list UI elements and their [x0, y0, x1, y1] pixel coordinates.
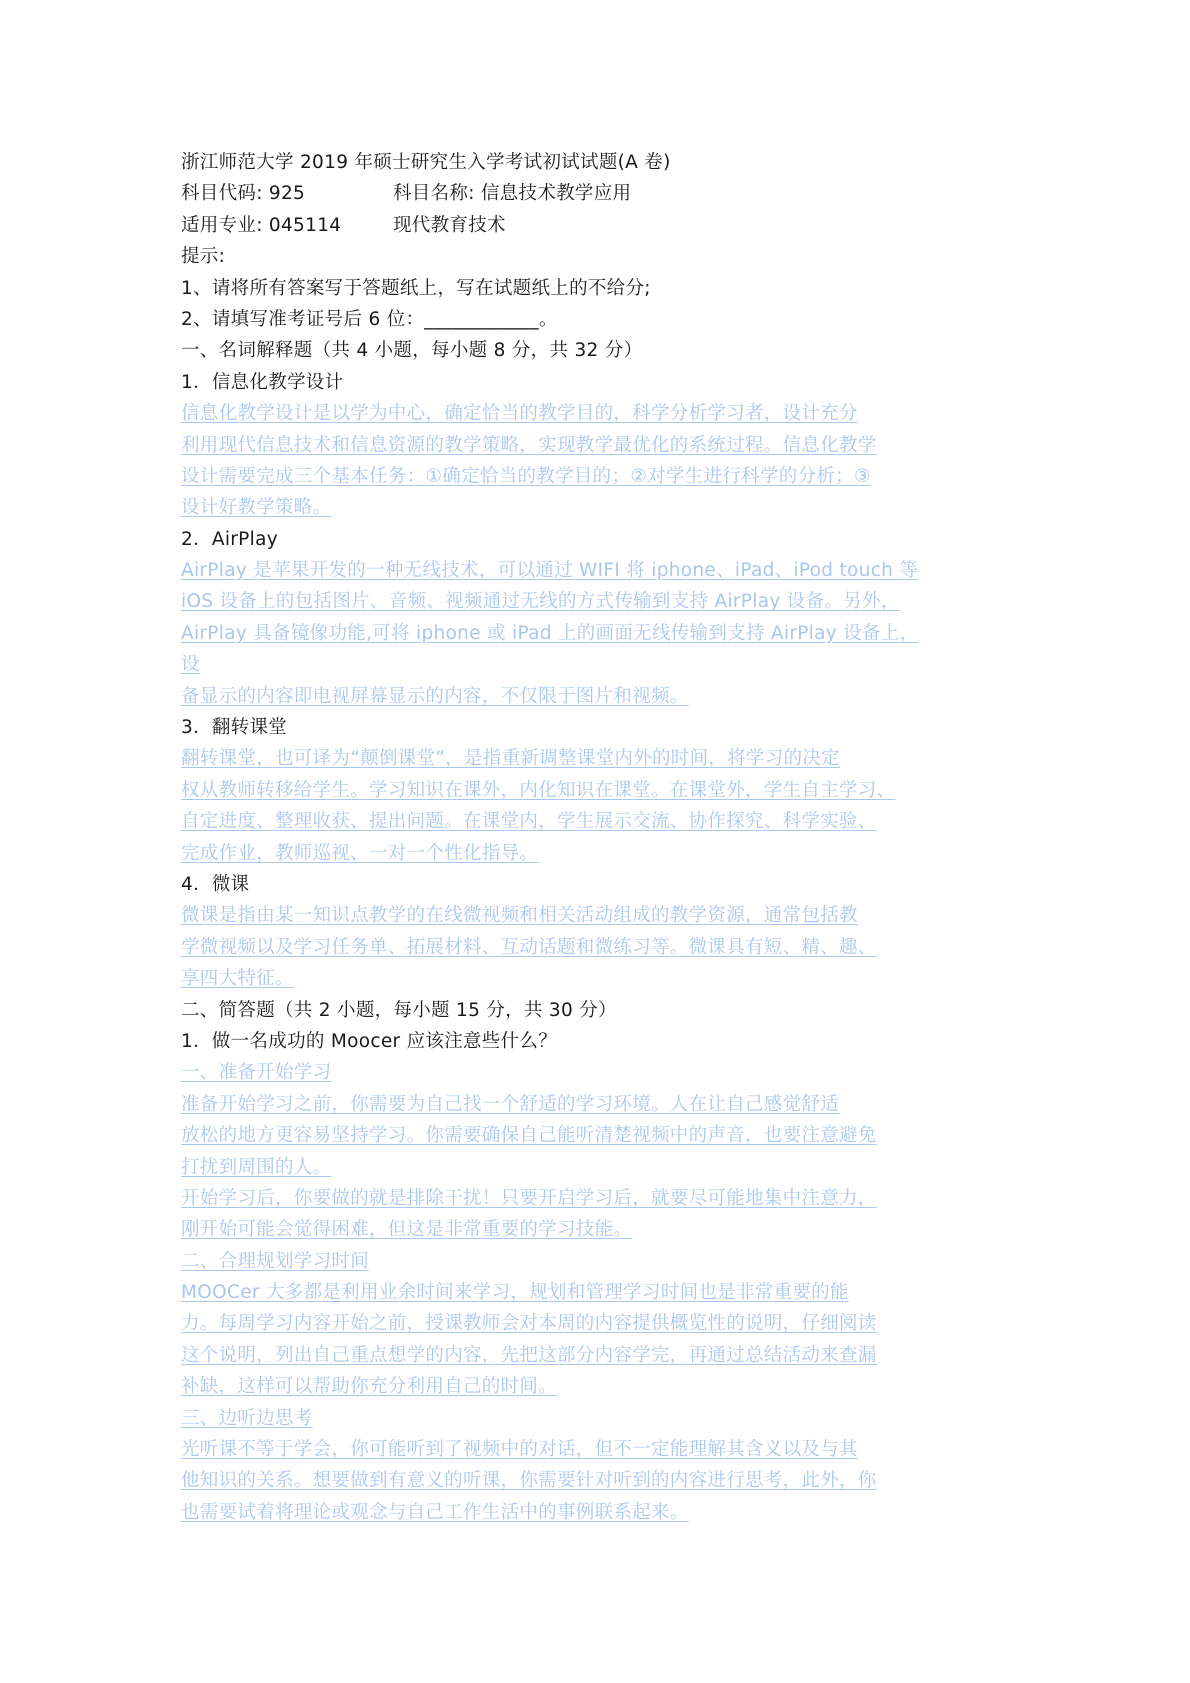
answer-line: 利用现代信息技术和信息资源的教学策略，实现教学最优化的系统过程。信息化教学: [181, 434, 877, 456]
answer-line: 享四大特征。: [181, 968, 294, 990]
answer-line: 准备开始学习之前，你需要为自己找一个舒适的学习环境。人在让自己感觉舒适: [181, 1093, 840, 1115]
question-1-4-title: 4．微课: [181, 873, 250, 895]
answer-subheading: 一、准备开始学习: [181, 1062, 332, 1084]
subject-code: 科目代码: 925: [181, 183, 306, 205]
answer-line: AirPlay 具备镜像功能,可将 iphone 或 iPad 上的画面无线传输到支持 AirPlay 设备上，: [181, 622, 919, 644]
answer-line: AirPlay 是苹果开发的一种无线技术，可以通过 WIFI 将 iphone、iPad、iPod touch 等: [181, 560, 919, 582]
section-1-heading: 一、名词解释题（共 4 小题，每小题 8 分，共 32 分）: [181, 340, 643, 362]
major-code: 适用专业: 045114: [181, 214, 342, 236]
exam-title: 浙江师范大学 2019 年硕士研究生入学考试初试试题(A 卷): [181, 152, 671, 173]
subject-row: [181, 178, 1041, 209]
question-2-1-title: 1．做一名成功的 Moocer 应该注意些什么？: [181, 1030, 557, 1052]
answer-subheading: 二、合理规划学习时间: [181, 1250, 370, 1272]
answer-line: 力。每周学习内容开始之前，授课教师会对本周的内容提供概览性的说明，仔细阅读: [181, 1313, 877, 1335]
answer-line: MOOCer 大多都是利用业余时间来学习，规划和管理学习时间也是非常重要的能: [181, 1282, 849, 1304]
major-name: 现代教育技术: [393, 214, 506, 236]
answer-line: 完成作业，教师巡视、一对一个性化指导。: [181, 842, 539, 864]
answer-line: 打扰到周围的人。: [181, 1156, 332, 1178]
answer-line: 信息化教学设计是以学为中心，确定恰当的教学目的，科学分析学习者，设计充分: [181, 403, 858, 425]
answer-line: 翻转课堂，也可译为“颠倒课堂”，是指重新调整课堂内外的时间，将学习的决定: [181, 748, 840, 770]
tip-2: 2、请填写准考证号后 6 位：____________。: [181, 308, 558, 330]
answer-line: 光听课不等于学会，你可能听到了视频中的对话，但不一定能理解其含义以及与其: [181, 1439, 858, 1461]
answer-line: 备显示的内容即电视屏幕显示的内容，不仅限于图片和视频。: [181, 685, 689, 707]
question-1-2-title: 2．AirPlay: [181, 528, 278, 550]
answer-line: 这个说明，列出自己重点想学的内容，先把这部分内容学完，再通过总结活动来查漏: [181, 1344, 877, 1366]
answer-line: 设计好教学策略。: [181, 497, 332, 519]
subject-name: 科目名称: 信息技术教学应用: [393, 183, 632, 205]
section-2-heading: 二、简答题（共 2 小题，每小题 15 分，共 30 分）: [181, 999, 617, 1021]
answer-line: 学微视频以及学习任务单、拓展材料、互动话题和微练习等。微课具有短、精、趣、: [181, 936, 877, 958]
answer-subheading: 三、边听边思考: [181, 1407, 313, 1429]
answer-line: 他知识的关系。想要做到有意义的听课，你需要针对听到的内容进行思考，此外，你: [181, 1470, 877, 1492]
question-1-3-title: 3．翻转课堂: [181, 717, 288, 739]
question-1-1-title: 1．信息化教学设计: [181, 371, 344, 393]
answer-line: 刚开始可能会觉得困难，但这是非常重要的学习技能。: [181, 1219, 633, 1241]
exam-content: [181, 147, 1041, 1528]
answer-line: 设: [181, 654, 200, 676]
answer-line: 自定进度、整理收获、提出问题。在课堂内，学生展示交流、协作探究、科学实验、: [181, 811, 877, 833]
answer-line: iOS 设备上的包括图片、音频、视频通过无线的方式传输到支持 AirPlay 设备。另外，: [181, 591, 900, 613]
answer-line: 权从教师转移给学生。学习知识在课外，内化知识在课堂。在课堂外，学生自主学习、: [181, 779, 896, 801]
answer-line: 微课是指由某一知识点教学的在线微视频和相关活动组成的教学资源，通常包括教: [181, 905, 858, 927]
major-row: [181, 210, 1041, 241]
answer-line: 放松的地方更容易坚持学习。你需要确保自己能听清楚视频中的声音，也要注意避免: [181, 1125, 877, 1147]
answer-line: 也需要试着将理论或观念与自己工作生活中的事例联系起来。: [181, 1501, 689, 1523]
answer-line: 开始学习后，你要做的就是排除干扰！只要开启学习后，就要尽可能地集中注意力，: [181, 1187, 877, 1209]
tips-label: 提示:: [181, 246, 226, 268]
tip-1: 1、请将所有答案写于答题纸上，写在试题纸上的不给分;: [181, 277, 651, 299]
answer-line: 补缺，这样可以帮助你充分利用自己的时间。: [181, 1376, 558, 1398]
answer-line: 设计需要完成三个基本任务：①确定恰当的教学目的；②对学生进行科学的分析；③: [181, 465, 871, 487]
